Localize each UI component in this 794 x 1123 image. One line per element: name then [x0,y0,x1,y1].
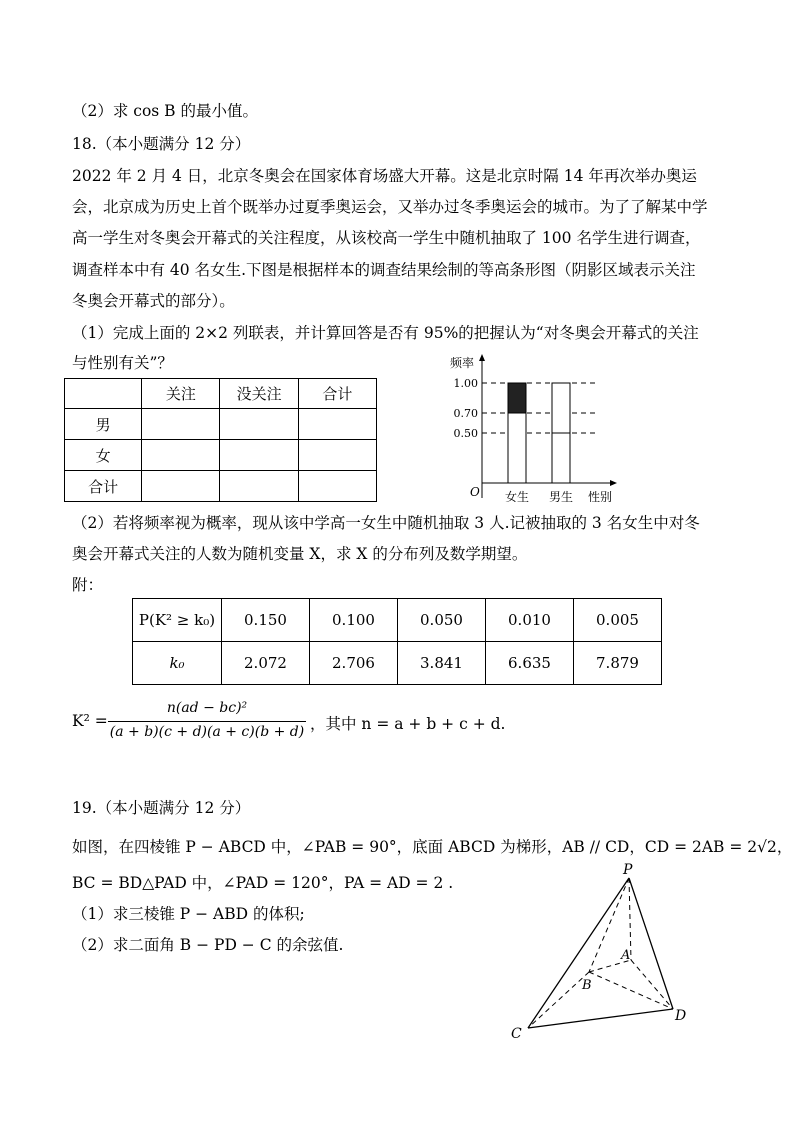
stacked-bar-chart [436,352,636,502]
vertex-label-C: C [511,1026,522,1042]
appendix-label: 附： [72,576,104,594]
y-tick-label: 1.00 [453,377,478,390]
edge-PC [528,878,629,1028]
y-axis-arrow-icon [479,354,485,361]
k-table-p-2: 0.100 [310,599,398,642]
q18-part2-line-2: 奥会开幕式关注的人数为随机变量 X，求 X 的分布列及数学期望。 [72,545,528,563]
q18-body-line-1: 2022 年 2 月 4 日，北京冬奥会在国家体育场盛大开幕。这是北京时隔 14 年再次举办奥运 [72,167,697,185]
k-table-p-4: 0.010 [486,599,574,642]
vertex-label-A: A [621,948,631,963]
k-table-k-4: 6.635 [486,642,574,685]
origin-label: O [470,485,480,499]
k-table-k-1: 2.072 [222,642,310,685]
k-table-row2-label: k₀ [133,642,222,685]
q19-line-1: 如图，在四棱锥 P − ABCD 中，∠PAB = 90°，底面 ABCD 为梯形，AB // CD，CD = 2AB = 2√2， [72,838,793,856]
table-cell [142,409,220,440]
edge-BD [589,972,673,1009]
y-tick-label: 0.50 [453,427,478,440]
q18-body-line-5: 冬奥会开幕式的部分）。 [72,292,235,310]
table-cell [142,440,220,471]
edge-AD [631,960,673,1009]
k-table-row1-label: P(K² ≥ k₀) [133,599,222,642]
q19-part1: （1）求三棱锥 P − ABD 的体积; [72,905,305,923]
formula-numerator: n(ad − bc)² [166,700,248,716]
formula-lhs: K² = [72,712,108,730]
x-category-label: 男生 [548,490,574,502]
edge-CD [528,1009,673,1028]
x-category-label: 女生 [504,490,530,502]
q18-part2-line-1: （2）若将频率视为概率，现从该中学高一女生中随机抽取 3 人.记被抽取的 3 名女生中对冬 [72,514,700,532]
table-cell [220,409,298,440]
bar-female-attention [508,383,526,413]
vertex-label-B: B [582,978,592,993]
y-tick-label: 0.70 [453,407,478,420]
k-table-p-1: 0.150 [222,599,310,642]
critical-value-table [132,598,662,685]
k-table-p-3: 0.050 [398,599,486,642]
x-axis-label: 性别 [588,490,613,502]
edge-PD [629,878,673,1009]
table-header-blank [65,379,142,409]
k-squared-formula [72,700,532,746]
q18-title: 18.（本小题满分 12 分） [72,135,251,153]
contingency-table [64,378,377,502]
formula-denominator: (a + b)(c + d)(a + c)(b + d) [109,724,305,740]
bar-female-not-attention [508,413,526,483]
q18-body-line-2: 会，北京成为历史上首个既举办过夏季奥运会，又举办过冬季奥运会的城市。为了了解某中学 [72,198,708,216]
q18-body-line-3: 高一学生对冬奥会开幕式的关注程度，从该校高一学生中随机抽取了 100 名学生进行调查， [72,229,701,247]
q19-part2: （2）求二面角 B − PD − C 的余弦值. [72,936,344,954]
table-cell [142,471,220,502]
x-axis-arrow-icon [610,480,617,486]
pyramid-figure [505,862,705,1042]
k-table-k-5: 7.879 [574,642,662,685]
q18-body-line-4: 调查样本中有 40 名女生.下图是根据样本的调查结果绘制的等高条形图（阴影区域表示关注 [72,261,696,279]
q19-title: 19.（本小题满分 12 分） [72,799,251,817]
table-cell [220,440,298,471]
table-header-no-attention: 没关注 [220,379,298,409]
table-row-label-total: 合计 [65,471,142,502]
table-cell [220,471,298,502]
bar-male-attention [552,383,570,433]
table-header-attention: 关注 [142,379,220,409]
vertex-label-P: P [623,862,633,878]
y-axis-label: 频率 [450,356,475,370]
k-table-k-3: 3.841 [398,642,486,685]
k-table-p-5: 0.005 [574,599,662,642]
table-cell [298,471,376,502]
q18-part1-line-1: （1）完成上面的 2×2 列联表，并计算回答是否有 95%的把握认为“对冬奥会开幕式的关注 [72,324,699,342]
table-row-label-male: 男 [65,409,142,440]
vertex-label-D: D [675,1008,687,1024]
q17-part2: （2）求 cos B 的最小值。 [72,102,259,120]
edge-BC [528,972,589,1028]
bar-male-not-attention [552,433,570,483]
q18-part1-line-2: 与性别有关”？ [72,354,173,372]
formula-fraction-bar [108,721,306,722]
table-row-label-female: 女 [65,440,142,471]
q19-line-2: BC = BD△PAD 中，∠PAD = 120°，PA = AD = 2 . [72,874,454,892]
formula-tail: ，其中 n = a + b + c + d. [310,715,506,733]
k-table-k-2: 2.706 [310,642,398,685]
table-header-total: 合计 [298,379,376,409]
table-cell [298,440,376,471]
table-cell [298,409,376,440]
